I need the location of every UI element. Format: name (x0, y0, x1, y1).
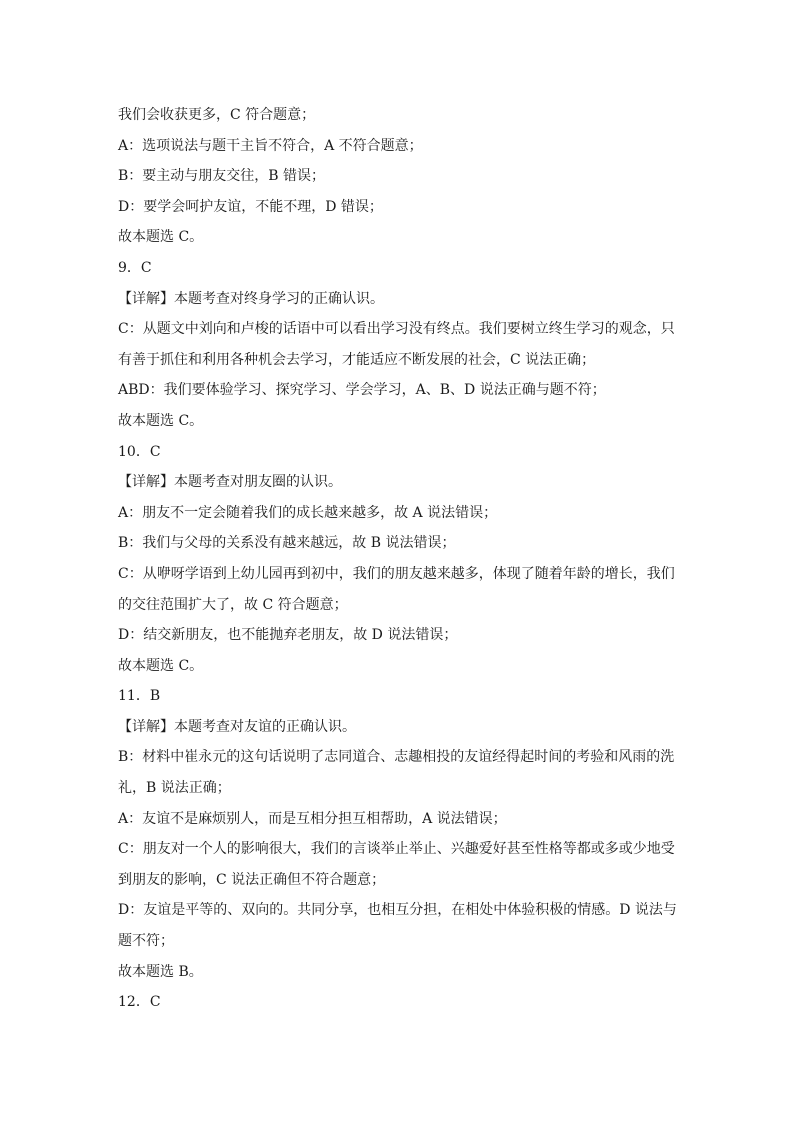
question-number: 9．C (118, 259, 152, 276)
text-line: 到朋友的影响，C 说法正确但不符合题意； (118, 871, 386, 888)
question-number: 11．B (118, 688, 161, 705)
text-line: D：要学会呵护友谊，不能不理，D 错误； (118, 198, 383, 215)
answer-conclusion: 故本题选 C。 (118, 412, 204, 429)
explanation-heading: 【详解】本题考查对友谊的正确认识。 (118, 718, 356, 735)
question-number: 10．C (118, 443, 161, 460)
explanation-heading: 【详解】本题考查对终身学习的正确认识。 (118, 290, 384, 307)
answer-conclusion: 故本题选 C。 (118, 229, 204, 246)
document-page (118, 100, 678, 1018)
text-line: C：从题文中刘向和卢梭的话语中可以看出学习没有终点。我们要树立终生学习的观念，只 (118, 321, 675, 338)
text-line: A：友谊不是麻烦别人，而是互相分担互相帮助，A 说法错误； (118, 810, 507, 827)
text-line: 我们会收获更多，C 符合题意； (118, 107, 316, 123)
answer-conclusion: 故本题选 B。 (118, 963, 203, 980)
text-line: B：我们与父母的关系没有越来越远，故 B 说法错误； (118, 535, 456, 552)
text-line: D：结交新朋友，也不能抛弃老朋友，故 D 说法错误； (118, 627, 458, 644)
text-line: A：选项说法与题干主旨不符合，A 不符合题意； (118, 137, 423, 154)
text-line: B：要主动与朋友交往，B 错误； (118, 168, 326, 185)
answer-conclusion: 故本题选 C。 (118, 657, 204, 674)
explanation-heading: 【详解】本题考查对朋友圈的认识。 (118, 474, 342, 491)
text-line: 有善于抓住和利用各种机会去学习，才能适应不断发展的社会，C 说法正确； (118, 351, 596, 368)
text-line: 题不符； (118, 933, 174, 950)
text-line: C：朋友对一个人的影响很大，我们的言谈举止举止、兴趣爱好甚至性格等都或多或少地受 (118, 841, 675, 858)
text-line: B：材料中崔永元的这句话说明了志同道合、志趣相投的友谊经得起时间的考验和风雨的洗 (118, 749, 675, 766)
text-line: ABD：我们要体验学习、探究学习、学会学习，A、B、D 说法正确与题不符； (118, 382, 606, 399)
text-line: C：从咿呀学语到上幼儿园再到初中，我们的朋友越来越多，体现了随着年龄的增长，我们 (118, 565, 675, 582)
text-line: A：朋友不一定会随着我们的成长越来越多，故 A 说法错误； (118, 504, 498, 521)
text-line: 的交往范围扩大了，故 C 符合题意； (118, 596, 348, 613)
text-line: D：友谊是平等的、双向的。共同分享，也相互分担，在相处中体验积极的情感。D 说法与 (118, 902, 677, 919)
text-line: 礼，B 说法正确； (118, 780, 231, 797)
question-number: 12．C (118, 994, 161, 1011)
